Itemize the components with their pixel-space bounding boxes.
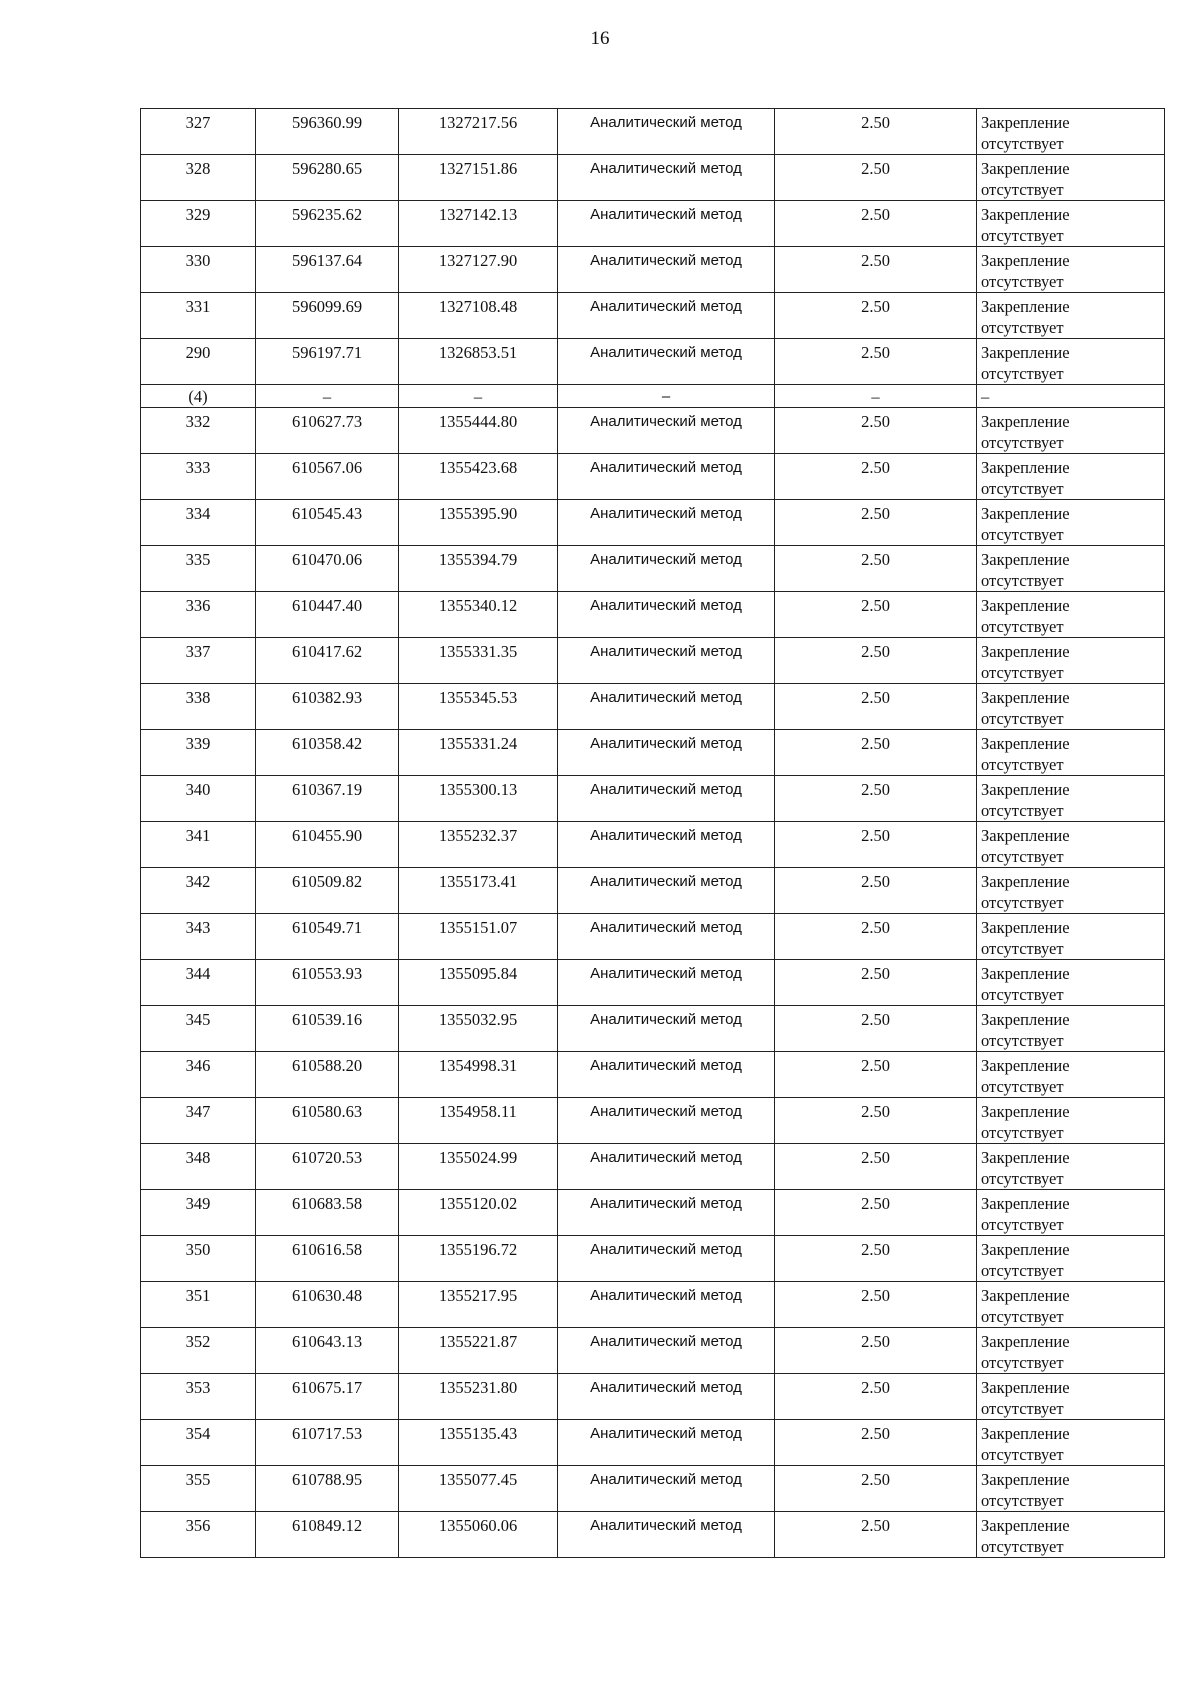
fixing-line: Закрепление	[981, 458, 1070, 477]
fixing-cell	[977, 1420, 1165, 1466]
table-row	[141, 1466, 1165, 1512]
table-row	[141, 201, 1165, 247]
error-cell: 2.50	[775, 914, 977, 960]
table-row	[141, 1236, 1165, 1282]
x-coordinate-cell: 610549.71	[256, 914, 399, 960]
method-cell: Аналитический метод	[558, 592, 775, 638]
point-number-cell: 348	[141, 1144, 256, 1190]
x-coordinate-cell: 610683.58	[256, 1190, 399, 1236]
x-coordinate-cell: 610788.95	[256, 1466, 399, 1512]
table-row	[141, 592, 1165, 638]
error-cell: 2.50	[775, 109, 977, 155]
method-cell: Аналитический метод	[558, 776, 775, 822]
table-row	[141, 454, 1165, 500]
table-row	[141, 868, 1165, 914]
table-row	[141, 247, 1165, 293]
error-cell: 2.50	[775, 454, 977, 500]
table-row	[141, 684, 1165, 730]
method-cell: Аналитический метод	[558, 1420, 775, 1466]
table-row	[141, 1190, 1165, 1236]
method-cell: Аналитический метод	[558, 247, 775, 293]
method-cell: Аналитический метод	[558, 109, 775, 155]
method-cell: Аналитический метод	[558, 155, 775, 201]
method-cell: –	[558, 385, 775, 408]
error-cell: 2.50	[775, 1512, 977, 1558]
fixing-cell	[977, 293, 1165, 339]
y-coordinate-cell: 1355173.41	[399, 868, 558, 914]
method-cell: Аналитический метод	[558, 408, 775, 454]
fixing-cell	[977, 1328, 1165, 1374]
fixing-cell	[977, 592, 1165, 638]
fixing-line: Закрепление	[981, 343, 1070, 362]
y-coordinate-cell: 1326853.51	[399, 339, 558, 385]
x-coordinate-cell: 610588.20	[256, 1052, 399, 1098]
x-coordinate-cell: 610553.93	[256, 960, 399, 1006]
fixing-line: отсутствует	[981, 1491, 1064, 1510]
table-row	[141, 1512, 1165, 1558]
method-cell: Аналитический метод	[558, 684, 775, 730]
x-coordinate-cell: 610509.82	[256, 868, 399, 914]
fixing-line: Закрепление	[981, 1102, 1070, 1121]
point-number-cell: 343	[141, 914, 256, 960]
x-coordinate-cell: 610567.06	[256, 454, 399, 500]
y-coordinate-cell: 1355032.95	[399, 1006, 558, 1052]
x-coordinate-cell: 610580.63	[256, 1098, 399, 1144]
table-row	[141, 914, 1165, 960]
fixing-line: отсутствует	[981, 985, 1064, 1004]
y-coordinate-cell: 1354958.11	[399, 1098, 558, 1144]
fixing-line: Закрепление	[981, 596, 1070, 615]
x-coordinate-cell: 610417.62	[256, 638, 399, 684]
method-cell: Аналитический метод	[558, 1006, 775, 1052]
error-cell: 2.50	[775, 1190, 977, 1236]
x-coordinate-cell: 596235.62	[256, 201, 399, 247]
method-cell: Аналитический метод	[558, 500, 775, 546]
point-number-cell: 334	[141, 500, 256, 546]
error-cell: 2.50	[775, 730, 977, 776]
point-number-cell: 344	[141, 960, 256, 1006]
y-coordinate-cell: 1355231.80	[399, 1374, 558, 1420]
point-number-cell: 346	[141, 1052, 256, 1098]
x-coordinate-cell: 610627.73	[256, 408, 399, 454]
error-cell: 2.50	[775, 592, 977, 638]
y-coordinate-cell: 1354998.31	[399, 1052, 558, 1098]
fixing-cell	[977, 546, 1165, 592]
fixing-cell	[977, 730, 1165, 776]
fixing-line: Закрепление	[981, 1056, 1070, 1075]
y-coordinate-cell: –	[399, 385, 558, 408]
method-cell: Аналитический метод	[558, 1144, 775, 1190]
point-number-cell: 329	[141, 201, 256, 247]
coordinates-table-body	[141, 109, 1165, 1558]
fixing-cell	[977, 339, 1165, 385]
table-row	[141, 1052, 1165, 1098]
point-number-cell: 337	[141, 638, 256, 684]
y-coordinate-cell: 1355077.45	[399, 1466, 558, 1512]
fixing-cell	[977, 155, 1165, 201]
y-coordinate-cell: 1327151.86	[399, 155, 558, 201]
fixing-line: Закрепление	[981, 159, 1070, 178]
fixing-line: Закрепление	[981, 688, 1070, 707]
y-coordinate-cell: 1355300.13	[399, 776, 558, 822]
error-cell: 2.50	[775, 500, 977, 546]
fixing-cell	[977, 1466, 1165, 1512]
table-row	[141, 109, 1165, 155]
point-number-cell: (4)	[141, 385, 256, 408]
x-coordinate-cell: 610367.19	[256, 776, 399, 822]
table-row	[141, 500, 1165, 546]
point-number-cell: 353	[141, 1374, 256, 1420]
fixing-line: Закрепление	[981, 113, 1070, 132]
fixing-cell	[977, 1190, 1165, 1236]
fixing-line: Закрепление	[981, 734, 1070, 753]
x-coordinate-cell: 610717.53	[256, 1420, 399, 1466]
point-number-cell: 328	[141, 155, 256, 201]
x-coordinate-cell: 610358.42	[256, 730, 399, 776]
page-number: 16	[590, 28, 610, 49]
y-coordinate-cell: 1355221.87	[399, 1328, 558, 1374]
fixing-line: Закрепление	[981, 826, 1070, 845]
fixing-line: Закрепление	[981, 412, 1070, 431]
fixing-line: Закрепление	[981, 1240, 1070, 1259]
table-row	[141, 1374, 1165, 1420]
fixing-line: отсутствует	[981, 1215, 1064, 1234]
x-coordinate-cell: 610720.53	[256, 1144, 399, 1190]
error-cell: 2.50	[775, 822, 977, 868]
y-coordinate-cell: 1355120.02	[399, 1190, 558, 1236]
fixing-line: отсутствует	[981, 1169, 1064, 1188]
fixing-line: Закрепление	[981, 1148, 1070, 1167]
fixing-line: Закрепление	[981, 1378, 1070, 1397]
fixing-cell	[977, 1512, 1165, 1558]
error-cell: 2.50	[775, 1144, 977, 1190]
table-row	[141, 339, 1165, 385]
fixing-line: отсутствует	[981, 1399, 1064, 1418]
method-cell: Аналитический метод	[558, 1466, 775, 1512]
error-cell: 2.50	[775, 1098, 977, 1144]
x-coordinate-cell: –	[256, 385, 399, 408]
fixing-line: отсутствует	[981, 847, 1064, 866]
fixing-line: отсутствует	[981, 893, 1064, 912]
fixing-line: отсутствует	[981, 755, 1064, 774]
x-coordinate-cell: 610630.48	[256, 1282, 399, 1328]
method-cell: Аналитический метод	[558, 454, 775, 500]
fixing-line: Закрепление	[981, 205, 1070, 224]
fixing-line: отсутствует	[981, 272, 1064, 291]
y-coordinate-cell: 1355135.43	[399, 1420, 558, 1466]
point-number-cell: 333	[141, 454, 256, 500]
fixing-line: Закрепление	[981, 1470, 1070, 1489]
table-row	[141, 1328, 1165, 1374]
fixing-cell	[977, 1374, 1165, 1420]
fixing-line: Закрепление	[981, 251, 1070, 270]
fixing-line: отсутствует	[981, 1077, 1064, 1096]
fixing-line: отсутствует	[981, 939, 1064, 958]
point-number-cell: 349	[141, 1190, 256, 1236]
table-row	[141, 776, 1165, 822]
error-cell: 2.50	[775, 868, 977, 914]
fixing-cell	[977, 1144, 1165, 1190]
y-coordinate-cell: 1355395.90	[399, 500, 558, 546]
table-row	[141, 408, 1165, 454]
y-coordinate-cell: 1355151.07	[399, 914, 558, 960]
table-row	[141, 1144, 1165, 1190]
y-coordinate-cell: 1355331.24	[399, 730, 558, 776]
x-coordinate-cell: 610545.43	[256, 500, 399, 546]
error-cell: 2.50	[775, 1466, 977, 1512]
method-cell: Аналитический метод	[558, 1098, 775, 1144]
point-number-cell: 330	[141, 247, 256, 293]
fixing-line: отсутствует	[981, 709, 1064, 728]
error-cell: 2.50	[775, 776, 977, 822]
point-number-cell: 345	[141, 1006, 256, 1052]
error-cell: 2.50	[775, 638, 977, 684]
fixing-line: отсутствует	[981, 1031, 1064, 1050]
y-coordinate-cell: 1327127.90	[399, 247, 558, 293]
method-cell: Аналитический метод	[558, 1236, 775, 1282]
point-number-cell: 352	[141, 1328, 256, 1374]
method-cell: Аналитический метод	[558, 1190, 775, 1236]
fixing-cell	[977, 201, 1165, 247]
y-coordinate-cell: 1355232.37	[399, 822, 558, 868]
method-cell: Аналитический метод	[558, 822, 775, 868]
y-coordinate-cell: 1327108.48	[399, 293, 558, 339]
point-number-cell: 351	[141, 1282, 256, 1328]
point-number-cell: 350	[141, 1236, 256, 1282]
point-number-cell: 356	[141, 1512, 256, 1558]
fixing-cell	[977, 1282, 1165, 1328]
fixing-line: Закрепление	[981, 550, 1070, 569]
x-coordinate-cell: 610539.16	[256, 1006, 399, 1052]
point-number-cell: 338	[141, 684, 256, 730]
fixing-line: отсутствует	[981, 180, 1064, 199]
y-coordinate-cell: 1355331.35	[399, 638, 558, 684]
error-cell: 2.50	[775, 960, 977, 1006]
fixing-cell	[977, 1052, 1165, 1098]
table-row	[141, 730, 1165, 776]
y-coordinate-cell: 1355196.72	[399, 1236, 558, 1282]
fixing-cell	[977, 1006, 1165, 1052]
y-coordinate-cell: 1355444.80	[399, 408, 558, 454]
error-cell: 2.50	[775, 1374, 977, 1420]
method-cell: Аналитический метод	[558, 730, 775, 776]
fixing-cell	[977, 638, 1165, 684]
fixing-line: Закрепление	[981, 1194, 1070, 1213]
fixing-line: отсутствует	[981, 364, 1064, 383]
fixing-line: отсутствует	[981, 525, 1064, 544]
fixing-line: отсутствует	[981, 318, 1064, 337]
error-cell: 2.50	[775, 1420, 977, 1466]
fixing-cell	[977, 914, 1165, 960]
table-row	[141, 638, 1165, 684]
method-cell: Аналитический метод	[558, 1282, 775, 1328]
fixing-line: Закрепление	[981, 1010, 1070, 1029]
x-coordinate-cell: 610455.90	[256, 822, 399, 868]
table-row	[141, 822, 1165, 868]
point-number-cell: 355	[141, 1466, 256, 1512]
fixing-cell	[977, 1236, 1165, 1282]
x-coordinate-cell: 596099.69	[256, 293, 399, 339]
method-cell: Аналитический метод	[558, 1374, 775, 1420]
fixing-cell	[977, 960, 1165, 1006]
table-row	[141, 293, 1165, 339]
point-number-cell: 339	[141, 730, 256, 776]
error-cell: 2.50	[775, 1006, 977, 1052]
y-coordinate-cell: 1355423.68	[399, 454, 558, 500]
point-number-cell: 347	[141, 1098, 256, 1144]
fixing-cell	[977, 109, 1165, 155]
error-cell: 2.50	[775, 293, 977, 339]
fixing-line: отсутствует	[981, 1123, 1064, 1142]
fixing-cell	[977, 454, 1165, 500]
fixing-line: Закрепление	[981, 504, 1070, 523]
y-coordinate-cell: 1355024.99	[399, 1144, 558, 1190]
fixing-line: отсутствует	[981, 1445, 1064, 1464]
fixing-line: Закрепление	[981, 1424, 1070, 1443]
fixing-cell	[977, 868, 1165, 914]
fixing-cell	[977, 500, 1165, 546]
fixing-line: отсутствует	[981, 571, 1064, 590]
fixing-line: Закрепление	[981, 780, 1070, 799]
error-cell: 2.50	[775, 684, 977, 730]
fixing-line: отсутствует	[981, 479, 1064, 498]
fixing-line: Закрепление	[981, 642, 1070, 661]
error-cell: 2.50	[775, 247, 977, 293]
fixing-cell	[977, 408, 1165, 454]
y-coordinate-cell: 1355217.95	[399, 1282, 558, 1328]
error-cell: 2.50	[775, 408, 977, 454]
fixing-line: Закрепление	[981, 297, 1070, 316]
y-coordinate-cell: 1355345.53	[399, 684, 558, 730]
fixing-cell	[977, 1098, 1165, 1144]
method-cell: Аналитический метод	[558, 1328, 775, 1374]
x-coordinate-cell: 610675.17	[256, 1374, 399, 1420]
x-coordinate-cell: 610849.12	[256, 1512, 399, 1558]
fixing-line: Закрепление	[981, 1286, 1070, 1305]
y-coordinate-cell: 1327217.56	[399, 109, 558, 155]
point-number-cell: 342	[141, 868, 256, 914]
fixing-line: Закрепление	[981, 1516, 1070, 1535]
table-row	[141, 1420, 1165, 1466]
x-coordinate-cell: 610643.13	[256, 1328, 399, 1374]
y-coordinate-cell: 1355394.79	[399, 546, 558, 592]
error-cell: 2.50	[775, 1282, 977, 1328]
x-coordinate-cell: 610470.06	[256, 546, 399, 592]
x-coordinate-cell: 596280.65	[256, 155, 399, 201]
fixing-line: отсутствует	[981, 1353, 1064, 1372]
method-cell: Аналитический метод	[558, 960, 775, 1006]
table-row	[141, 960, 1165, 1006]
fixing-line: отсутствует	[981, 663, 1064, 682]
x-coordinate-cell: 596197.71	[256, 339, 399, 385]
method-cell: Аналитический метод	[558, 339, 775, 385]
x-coordinate-cell: 610616.58	[256, 1236, 399, 1282]
point-number-cell: 332	[141, 408, 256, 454]
fixing-line: Закрепление	[981, 964, 1070, 983]
fixing-line: Закрепление	[981, 872, 1070, 891]
error-cell: 2.50	[775, 546, 977, 592]
y-coordinate-cell: 1355060.06	[399, 1512, 558, 1558]
method-cell: Аналитический метод	[558, 914, 775, 960]
fixing-cell	[977, 776, 1165, 822]
error-cell: 2.50	[775, 1236, 977, 1282]
table-row	[141, 1282, 1165, 1328]
fixing-line: отсутствует	[981, 134, 1064, 153]
method-cell: Аналитический метод	[558, 868, 775, 914]
fixing-cell	[977, 385, 1165, 408]
table-row	[141, 1006, 1165, 1052]
y-coordinate-cell: 1355095.84	[399, 960, 558, 1006]
method-cell: Аналитический метод	[558, 201, 775, 247]
table-row	[141, 1098, 1165, 1144]
table-row	[141, 546, 1165, 592]
coordinates-table	[140, 108, 1165, 1558]
point-number-cell: 327	[141, 109, 256, 155]
fixing-cell	[977, 684, 1165, 730]
fixing-line: Закрепление	[981, 918, 1070, 937]
error-cell: –	[775, 385, 977, 408]
x-coordinate-cell: 610447.40	[256, 592, 399, 638]
fixing-line: Закрепление	[981, 1332, 1070, 1351]
error-cell: 2.50	[775, 155, 977, 201]
point-number-cell: 340	[141, 776, 256, 822]
table-separator-row	[141, 385, 1165, 408]
table-row	[141, 155, 1165, 201]
x-coordinate-cell: 596360.99	[256, 109, 399, 155]
method-cell: Аналитический метод	[558, 1052, 775, 1098]
fixing-cell	[977, 247, 1165, 293]
fixing-cell	[977, 822, 1165, 868]
point-number-cell: 336	[141, 592, 256, 638]
point-number-cell: 341	[141, 822, 256, 868]
point-number-cell: 290	[141, 339, 256, 385]
point-number-cell: 331	[141, 293, 256, 339]
fixing-line: отсутствует	[981, 226, 1064, 245]
fixing-line: отсутствует	[981, 1537, 1064, 1556]
method-cell: Аналитический метод	[558, 546, 775, 592]
error-cell: 2.50	[775, 1052, 977, 1098]
point-number-cell: 354	[141, 1420, 256, 1466]
fixing-line: –	[981, 387, 990, 406]
fixing-line: отсутствует	[981, 801, 1064, 820]
point-number-cell: 335	[141, 546, 256, 592]
method-cell: Аналитический метод	[558, 1512, 775, 1558]
x-coordinate-cell: 596137.64	[256, 247, 399, 293]
fixing-line: отсутствует	[981, 1261, 1064, 1280]
error-cell: 2.50	[775, 201, 977, 247]
fixing-line: отсутствует	[981, 617, 1064, 636]
error-cell: 2.50	[775, 1328, 977, 1374]
method-cell: Аналитический метод	[558, 293, 775, 339]
y-coordinate-cell: 1327142.13	[399, 201, 558, 247]
fixing-line: отсутствует	[981, 433, 1064, 452]
x-coordinate-cell: 610382.93	[256, 684, 399, 730]
error-cell: 2.50	[775, 339, 977, 385]
method-cell: Аналитический метод	[558, 638, 775, 684]
y-coordinate-cell: 1355340.12	[399, 592, 558, 638]
fixing-line: отсутствует	[981, 1307, 1064, 1326]
